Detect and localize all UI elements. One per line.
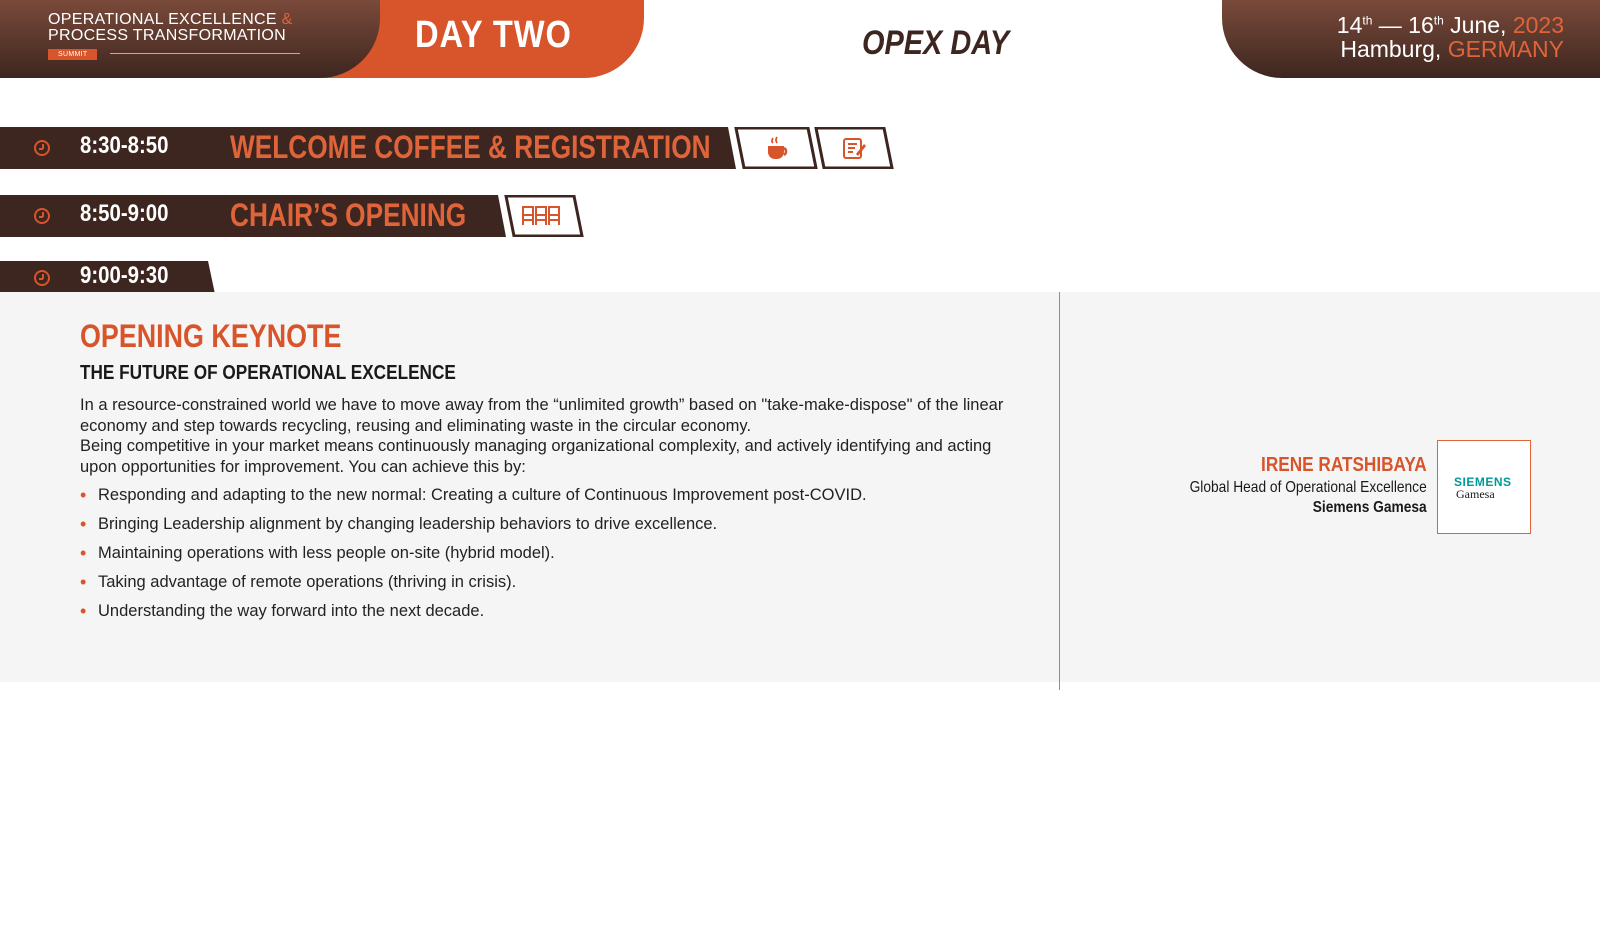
end-suffix: th [1433, 13, 1444, 28]
logo-divider [110, 53, 300, 54]
agenda-time: 8:30-8:50 [80, 132, 169, 159]
agenda-title: WELCOME COFFEE & REGISTRATION [230, 129, 711, 165]
description-paragraph: In a resource-constrained world we have to move away from the “unlimited growth” based on "take-make-dispose" of the linear economy and step towards recycling, reusing and eliminating waste in the circular economy. [80, 396, 1004, 435]
registration-icon [840, 134, 868, 162]
chairs-icon [522, 204, 562, 228]
bullet-item: • Bringing Leadership alignment by changing leadership behaviors to drive excellence. [80, 514, 867, 543]
agenda-row [0, 127, 900, 169]
bullet-item: • Responding and adapting to the new normal: Creating a culture of Continuous Improvement post-COVID. [80, 485, 867, 514]
start-day: 14 [1336, 12, 1363, 38]
bullet-item: • Understanding the way forward into the next decade. [80, 601, 867, 630]
country: GERMANY [1447, 36, 1564, 62]
day-title: DAY TWO [415, 14, 572, 56]
city: Hamburg, [1340, 36, 1442, 62]
date-location-banner [1222, 0, 1600, 78]
logo-ampersand: & [281, 11, 293, 28]
center-title: OPEX DAY [862, 24, 1010, 62]
clock-icon [34, 270, 50, 286]
description-paragraph: Being competitive in your market means continuously managing organizational complexity, and actively identifying and acting upon opportunities for improvement. You can achieve this by: [80, 437, 992, 476]
coffee-icon [762, 133, 792, 163]
date-dash: — [1378, 12, 1402, 38]
speaker-name: IRENE RATSHIBAYA [1261, 454, 1427, 476]
logo-line2: PROCESS TRANSFORMATION [48, 27, 287, 44]
bullet-item: • Maintaining operations with less people on-site (hybrid model). [80, 543, 867, 572]
speaker-info [1151, 454, 1427, 517]
clock-icon [34, 140, 50, 156]
header [0, 0, 1600, 80]
start-suffix: th [1362, 13, 1373, 28]
panel-divider [1059, 292, 1060, 690]
agenda-row [0, 195, 600, 237]
end-day: 16 [1408, 12, 1434, 38]
logo-sub: SUMMIT [48, 49, 97, 60]
event-location [1340, 36, 1564, 63]
session-label: OPENING KEYNOTE [80, 318, 342, 354]
summit-logo-banner [0, 0, 380, 78]
company-logo-line1: SIEMENS [1454, 475, 1512, 489]
event-dates [1337, 12, 1564, 39]
company-logo-line2: Gamesa [1456, 487, 1495, 501]
logo-line1: OPERATIONAL EXCELLENCE [48, 11, 277, 28]
agenda-time: 8:50-9:00 [80, 200, 169, 227]
speaker-company: Siemens Gamesa [1313, 499, 1427, 516]
speaker-role: Global Head of Operational Excellence [1189, 479, 1427, 496]
clock-icon [34, 208, 50, 224]
session-bullets [80, 485, 867, 630]
session-description [80, 395, 1010, 477]
session-subtitle: THE FUTURE OF OPERATIONAL EXCELENCE [80, 362, 456, 384]
agenda-title: CHAIR’S OPENING [230, 197, 467, 233]
month: June, [1450, 12, 1507, 38]
agenda-time: 9:00-9:30 [80, 262, 169, 289]
bullet-item: • Taking advantage of remote operations (thriving in crisis). [80, 572, 867, 601]
company-logo [1437, 440, 1531, 534]
year: 2023 [1512, 12, 1564, 38]
